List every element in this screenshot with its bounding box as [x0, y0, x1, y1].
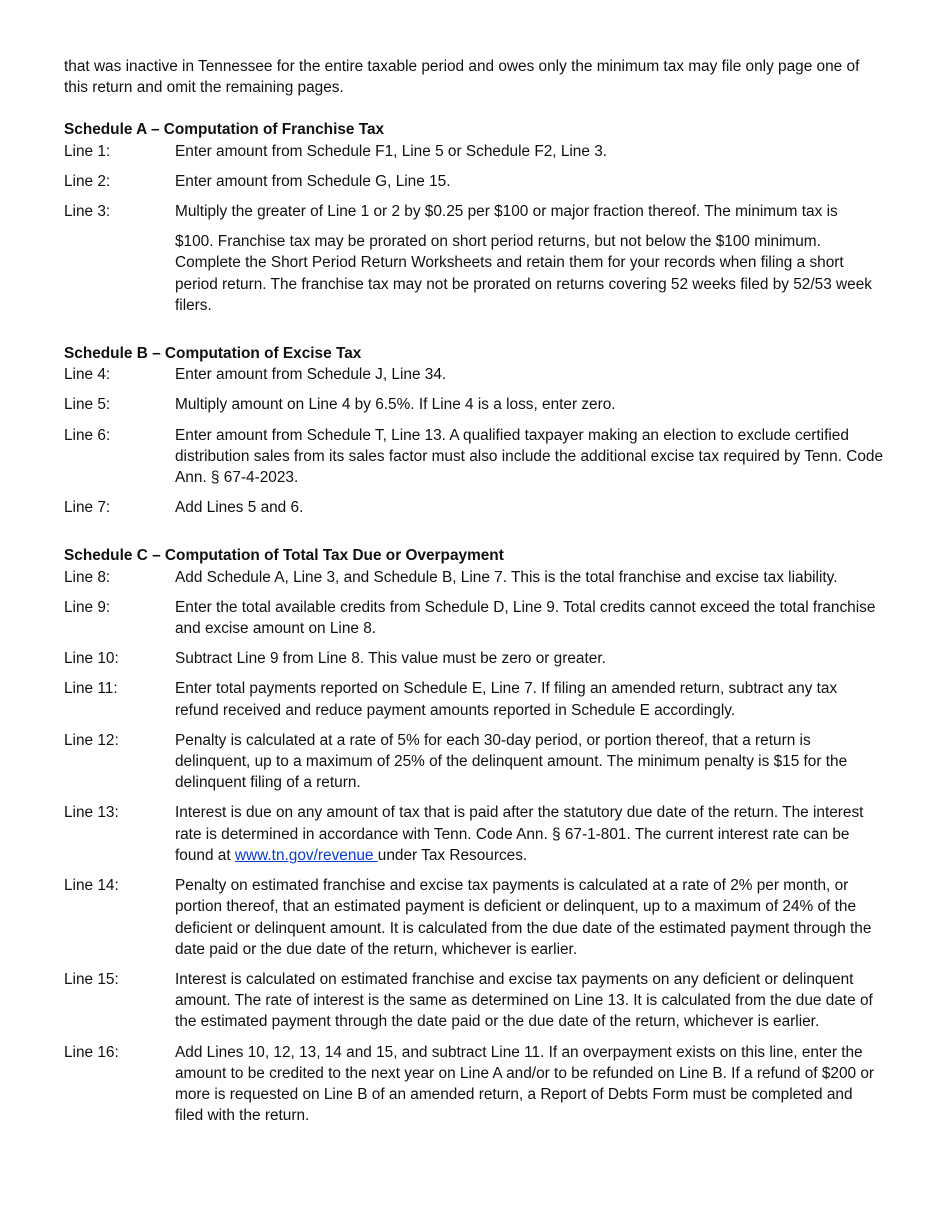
instruction-line	[64, 802, 884, 866]
instruction-line	[64, 567, 884, 588]
line-paragraph: Multiply amount on Line 4 by 6.5%. If Line 4 is a loss, enter zero.	[175, 396, 616, 414]
instruction-line	[64, 394, 884, 415]
line-label: Line 6:	[64, 426, 111, 444]
line-paragraph: Interest is calculated on estimated franchise and excise tax payments on any deficient or delinquent amount. The rate of interest is the same as determined on Line 13. It is calculated from the due date of the estimated payment through the date paid or the due date of the return, whichever is earlier.	[175, 970, 873, 1031]
instruction-line	[64, 141, 884, 162]
instruction-line	[64, 730, 884, 794]
instruction-line	[64, 875, 884, 960]
instruction-line	[64, 364, 884, 385]
line-label: Line 13:	[64, 804, 119, 822]
line-text	[175, 497, 884, 518]
line-label: Line 2:	[64, 172, 111, 190]
instruction-line	[64, 201, 884, 316]
line-text	[175, 171, 884, 192]
line-text	[175, 425, 884, 489]
line-text	[175, 597, 884, 639]
instruction-line	[64, 969, 884, 1033]
line-paragraph: Add Schedule A, Line 3, and Schedule B, Line 7. This is the total franchise and excise tax liability.	[175, 568, 838, 586]
intro-paragraph: that was inactive in Tennessee for the entire taxable period and owes only the minimum tax may file only page one of this return and omit the remaining pages.	[64, 58, 860, 97]
line-paragraph: Enter amount from Schedule G, Line 15.	[175, 172, 451, 190]
schedule-title: Schedule A – Computation of Franchise Tax	[64, 121, 385, 139]
line-text	[175, 364, 884, 385]
line-text-before-link: Interest is due on any amount of tax that is paid after the statutory due date of the return. The interest rate is determined in accordance with Tenn. Code Ann. § 67-1-801. The current interest rate can be found at	[175, 804, 864, 864]
line-label: Line 16:	[64, 1043, 119, 1061]
line-label: Line 8:	[64, 568, 111, 586]
line-label: Line 7:	[64, 499, 111, 517]
line-text	[175, 1042, 884, 1127]
line-paragraph	[175, 802, 884, 866]
line-paragraph: Enter total payments reported on Schedule E, Line 7. If filing an amended return, subtract any tax refund received and reduce payment amounts reported in Schedule E accordingly.	[175, 680, 838, 719]
line-label: Line 9:	[64, 598, 111, 616]
revenue-website-link[interactable]: www.tn.gov/revenue	[234, 846, 378, 864]
instructions-page	[64, 56, 884, 1135]
line-paragraph: Penalty on estimated franchise and excise tax payments is calculated at a rate of 2% per month, or portion thereof, that an estimated payment is deficient or delinquent, up to a maximum of 24% of the deficient or delinquent amount. It is calculated from the due date of the estimated payment through the date paid or the due date of the return, whichever is earlier.	[175, 877, 872, 958]
line-text	[175, 875, 884, 960]
line-label: Line 1:	[64, 142, 111, 160]
line-paragraph: Add Lines 5 and 6.	[175, 499, 304, 517]
instruction-line	[64, 597, 884, 639]
line-text	[175, 648, 884, 669]
line-paragraph: Enter amount from Schedule T, Line 13. A qualified taxpayer making an election to exclude certified distribution sales from its sales factor must also include the additional excise tax required by Tenn. Code Ann. § 67-4-2023.	[175, 426, 884, 487]
line-paragraph: Multiply the greater of Line 1 or 2 by $0.25 per $100 or major fraction thereof. The minimum tax is	[175, 203, 838, 221]
line-label: Line 12:	[64, 731, 119, 749]
instruction-line	[64, 678, 884, 720]
line-text	[175, 802, 884, 866]
line-label: Line 15:	[64, 970, 119, 988]
line-label: Line 3:	[64, 203, 111, 221]
line-text	[175, 141, 884, 162]
line-text	[175, 201, 884, 316]
line-label: Line 5:	[64, 396, 111, 414]
schedules-container	[64, 119, 884, 1126]
line-label: Line 10:	[64, 650, 119, 668]
line-paragraph: Add Lines 10, 12, 13, 14 and 15, and subtract Line 11. If an overpayment exists on this line, enter the amount to be credited to the next year on Line A and/or to be refunded on Line B. If a refund of $200 or more is requested on Line B of an amended return, a Report of Debts Form must be completed and filed with the return.	[175, 1043, 875, 1125]
instruction-line	[64, 497, 884, 518]
line-label: Line 11:	[64, 680, 118, 698]
line-paragraph: Penalty is calculated at a rate of 5% for each 30-day period, or portion thereof, that a return is delinquent, up to a maximum of 25% of the delinquent amount. The minimum penalty is $15 for the delinquent filing of a return.	[175, 731, 848, 792]
schedule-section	[64, 545, 884, 1126]
instruction-line	[64, 648, 884, 669]
schedule-title: Schedule B – Computation of Excise Tax	[64, 345, 362, 363]
line-paragraph: $100. Franchise tax may be prorated on short period returns, but not below the $100 minimum. Complete the Short Period Return Worksheets and retain them for your records when filing a short period return. The franchise tax may not be prorated on returns covering 52 weeks filed by 52/53 week filers.	[175, 233, 872, 314]
schedule-section	[64, 119, 884, 316]
line-paragraph: Enter the total available credits from Schedule D, Line 9. Total credits cannot exceed the total franchise and excise amount on Line 8.	[175, 598, 876, 638]
line-text-after-link: under Tax Resources.	[377, 846, 528, 864]
line-text	[175, 969, 884, 1033]
line-label: Line 14:	[64, 877, 119, 895]
instruction-line	[64, 171, 884, 192]
line-text	[175, 678, 884, 720]
instruction-line	[64, 1042, 884, 1127]
instruction-line	[64, 425, 884, 489]
schedule-section	[64, 343, 884, 518]
line-text	[175, 730, 884, 794]
line-paragraph: Enter amount from Schedule F1, Line 5 or Schedule F2, Line 3.	[175, 142, 608, 160]
line-label: Line 4:	[64, 366, 111, 384]
line-text	[175, 567, 884, 588]
line-paragraph: Enter amount from Schedule J, Line 34.	[175, 366, 447, 384]
schedule-title: Schedule C – Computation of Total Tax Due or Overpayment	[64, 547, 504, 565]
line-paragraph: Subtract Line 9 from Line 8. This value must be zero or greater.	[175, 650, 606, 668]
line-text	[175, 394, 884, 415]
